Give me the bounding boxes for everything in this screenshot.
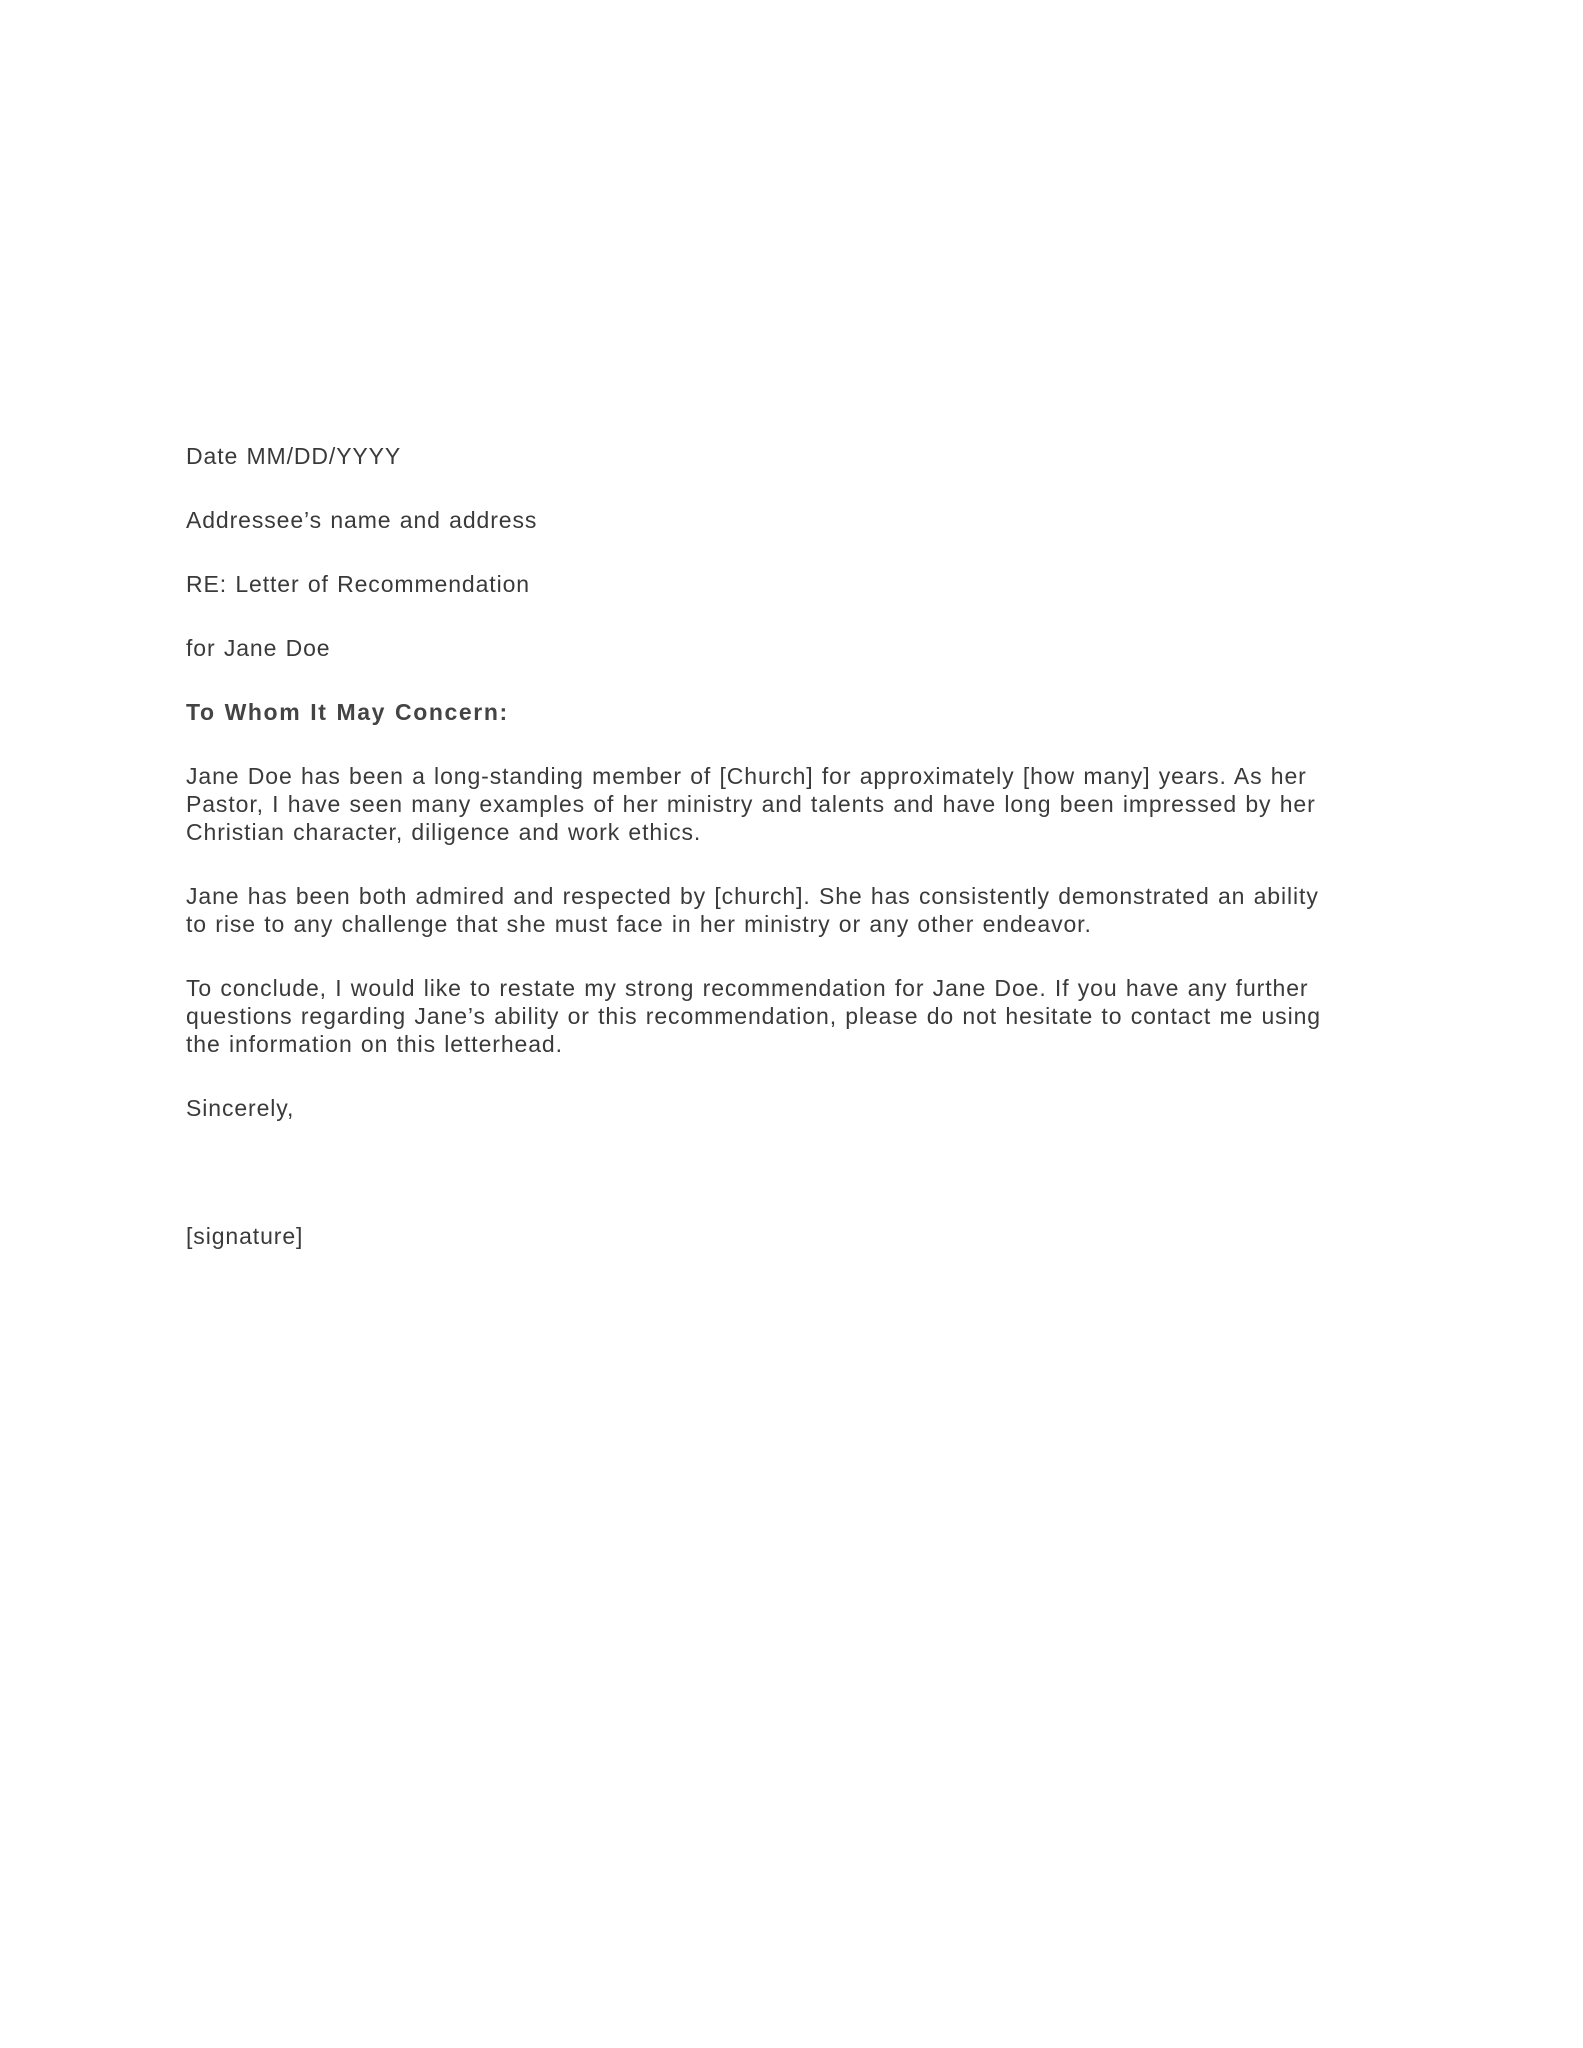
closing: Sincerely, bbox=[186, 1095, 295, 1121]
paragraph-2-line-2: to rise to any challenge that she must face in her ministry or any other endeavor. bbox=[186, 911, 1092, 937]
subject-for-line: for Jane Doe bbox=[186, 635, 331, 661]
salutation: To Whom It May Concern: bbox=[186, 699, 509, 725]
paragraph-2-line-1: Jane has been both admired and respected by [church]. She has consistently demonstrated an ability bbox=[186, 883, 1319, 909]
paragraph-3 bbox=[186, 974, 1396, 1058]
letter-date: Date MM/DD/YYYY bbox=[186, 443, 402, 469]
signature-placeholder: [signature] bbox=[186, 1223, 304, 1249]
paragraph-3-line-1: To conclude, I would like to restate my strong recommendation for Jane Doe. If you have any further bbox=[186, 975, 1309, 1001]
paragraph-2 bbox=[186, 882, 1396, 938]
paragraph-3-line-2: questions regarding Jane’s ability or this recommendation, please do not hesitate to contact me using bbox=[186, 1003, 1321, 1029]
paragraph-1-line-3: Christian character, diligence and work ethics. bbox=[186, 819, 702, 845]
letter-body bbox=[186, 442, 1396, 1250]
paragraph-3-line-3: the information on this letterhead. bbox=[186, 1031, 563, 1057]
addressee-line: Addressee’s name and address bbox=[186, 507, 538, 533]
paragraph-1-line-1: Jane Doe has been a long-standing member of [Church] for approximately [how many] years. As her bbox=[186, 763, 1307, 789]
subject-line: RE: Letter of Recommendation bbox=[186, 571, 530, 597]
paragraph-1 bbox=[186, 762, 1396, 846]
paragraph-1-line-2: Pastor, I have seen many examples of her ministry and talents and have long been impressed by her bbox=[186, 791, 1316, 817]
